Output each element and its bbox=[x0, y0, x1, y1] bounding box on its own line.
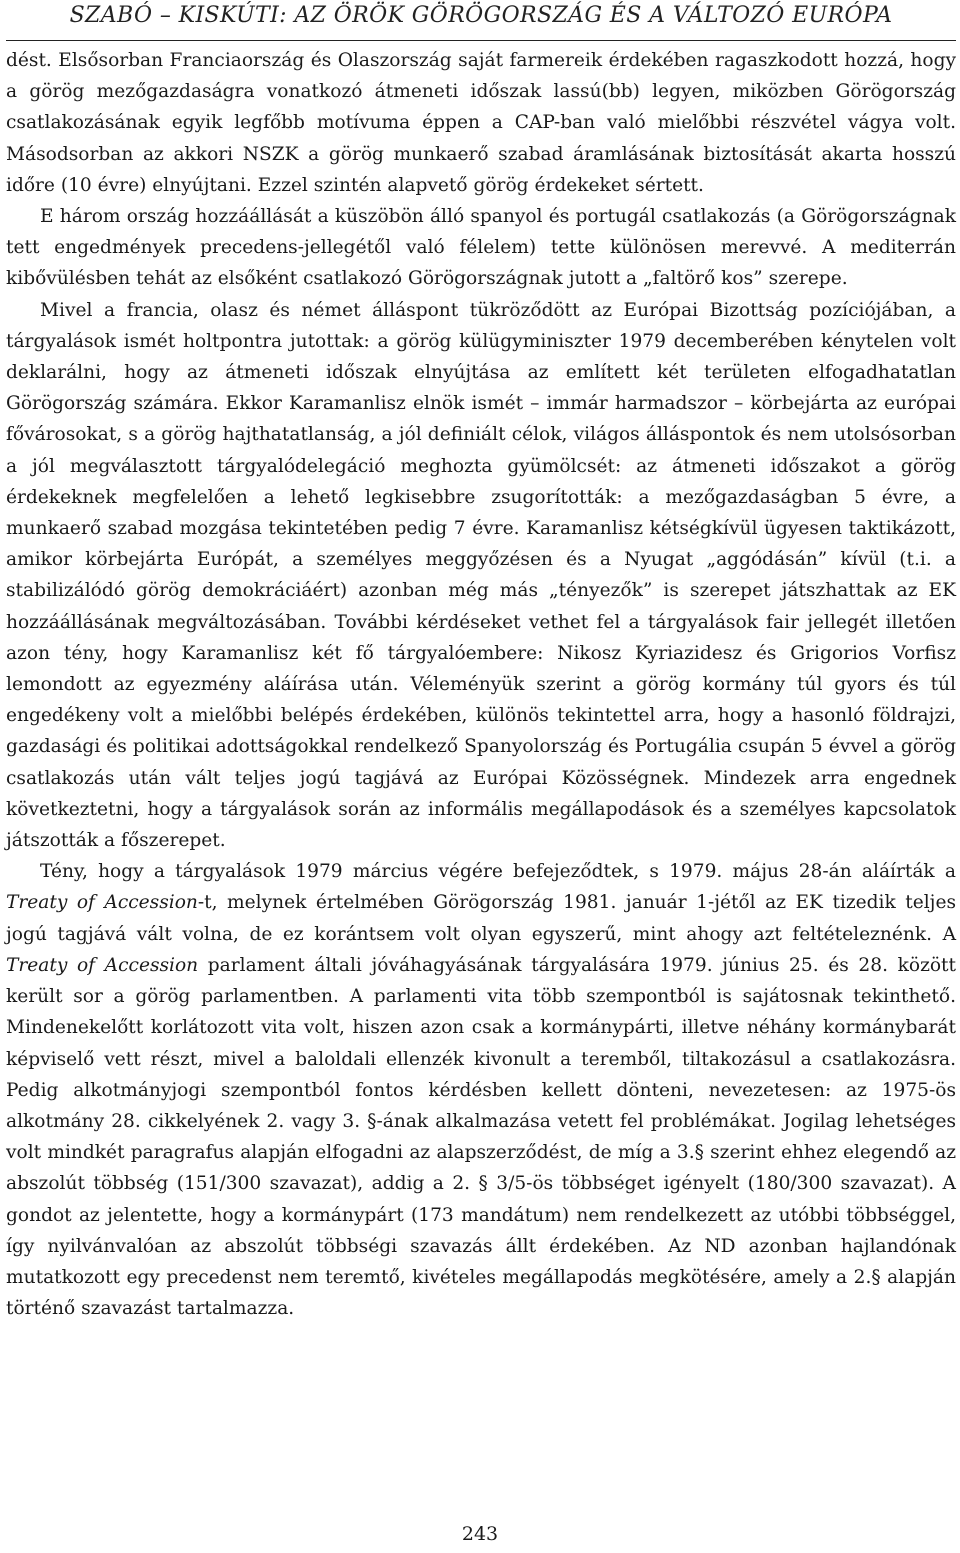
body-text bbox=[6, 45, 956, 1324]
paragraph-4-text-2: -t, melynek értelmében Görögország 1981. január 1-jétől az EK tizedik teljes jogú tagjává vált volna, de ez korántsem volt olyan egyszerű, mint ahogy azt feltételeznénk. A bbox=[6, 892, 956, 945]
running-head: SZABÓ – KISKÚTI: AZ ÖRÖK GÖRÖGORSZÁG ÉS A VÁLTOZÓ EURÓPA bbox=[6, 0, 956, 41]
treaty-title-1: Treaty of Accession bbox=[6, 892, 198, 914]
paragraph-1: dést. Elsősorban Franciaország és Olaszország saját farmereik érdekében ragaszkodott hozzá, hogy a görög mezőgazdaságra vonatkozó átmeneti időszak lassú(bb) legyen, miközben Görögország csatlakozásának egyik legfőbb motívuma éppen a CAP-ban való mielőbbi részvétel vágya volt. Másodsorban az akkori NSZK a görög munkaerő szabad áramlásának biztosítását akarta hosszú időre (10 évre) elnyújtani. Ezzel szintén alapvető görög érdekeket sértett. bbox=[6, 50, 956, 196]
paragraph-2: E három ország hozzáállását a küszöbön álló spanyol és portugál csatlakozás (a Görögországnak tett engedmények precedens-jellegétől való félelem) tette különösen merevvé. A mediterrán kibővülésben tehát az elsőként csatlakozó Görögországnak jutott a „faltörő kos” szerepe. bbox=[6, 206, 956, 290]
paragraph-4-text-3: parlament általi jóváhagyásának tárgyalására 1979. június 25. és 28. között került sor a görög parlamentben. A parlamenti vita több szempontból is sajátosnak tekinthető. Mindenekelőtt korlátozott vita volt, hiszen azon csak a kormánypárti, illetve néhány kormánybarát képviselő vett részt, mivel a baloldali ellenzék kivonult a teremből, tiltakozásul a csatlakozásra. Pedig alkotmányjogi szempontból fontos kérdésben kellett dönteni, nevezetesen: az 1975-ös alkotmány 28. cikkelyének 2. vagy 3. §-ának alkalmazása vetett fel problémákat. Jogilag lehetséges volt mindkét paragrafus alapján elfogadni az alapszerződést, de míg a 3.§ szerint ehhez elegendő az abszolút többség (151/300 szavazat), addig a 2. § 3/5-ös többséget igényelt (180/300 szavazat). A gondot az jelentette, hogy a kormánypárt (173 mandátum) nem rendelkezett az utóbbi többséggel, így nyilvánvalóan az abszolút többségi szavazás állt érdekében. Az ND azonban hajlandónak mutatkozott egy precedenst nem teremtő, kivételes megállapodás megkötésére, amely a 2.§ alapján történő szavazást tartalmazza. bbox=[6, 954, 957, 1320]
page-number: 243 bbox=[461, 1523, 499, 1545]
paragraph-3: Mivel a francia, olasz és német álláspont tükröződött az Európai Bizottság pozíciójában, a tárgyalások ismét holtpontra jutottak: a görög külügyminiszter 1979 decemberében kénytelen volt deklarálni, hogy az átmeneti időszak elnyújtása az említett két területen elfogadhatatlan Görögország számára. Ekkor Karamanlisz elnök ismét – immár harmadszor – körbejárta az európai fővárosokat, s a görög hajthatatlanság, a jól definiált célok, világos álláspontok és nem utolsósorban a jól megválasztott tárgyalódelegáció meghozta gyümölcsét: az átmeneti időszakot a görög érdekeknek megfelelően a lehető legkisebbre zsugorították: a mezőgazdaságban 5 évre, a munkaerő szabad mozgása tekintetében pedig 7 évre. Karamanlisz kétségkívül ügyesen taktikázott, amikor körbejárta Európát, a személyes meggyőzésen és a Nyugat „aggódásán” kívül (t.i. a stabilizálódó görög demokráciáért) azonban még más „tényezők” is szerepet játszhattak az EK hozzáállásának megváltozásában. További kérdéseket vethet fel a tárgyalások fair jellegét illetően azon tény, hogy Karamanlisz két fő tárgyalóembere: Nikosz Kyriazidesz és Grigorios Vorfisz lemondott az egyezmény aláírása után. Véleményük szerint a görög kormány túl gyors és túl engedékeny volt a mielőbbi belépés érdekében, különös tekintettel arra, hogy a hasonló földrajzi, gazdasági és politikai adottságokkal rendelkező Spanyolország és Portugália csupán 5 évvel a görög csatlakozás után vált teljes jogú tagjává az Európai Közösségnek. Mindezek arra engednek következtetni, hogy a tárgyalások során az informális megállapodások és a személyes kapcsolatok játszották a főszerepet. bbox=[6, 299, 956, 852]
paragraph-4-text-1: Tény, hogy a tárgyalások 1979 március végére befejeződtek, s 1979. május 28-án aláírták a bbox=[40, 861, 956, 883]
treaty-title-2: Treaty of Accession bbox=[6, 954, 199, 976]
paragraph-4 bbox=[6, 856, 956, 1324]
